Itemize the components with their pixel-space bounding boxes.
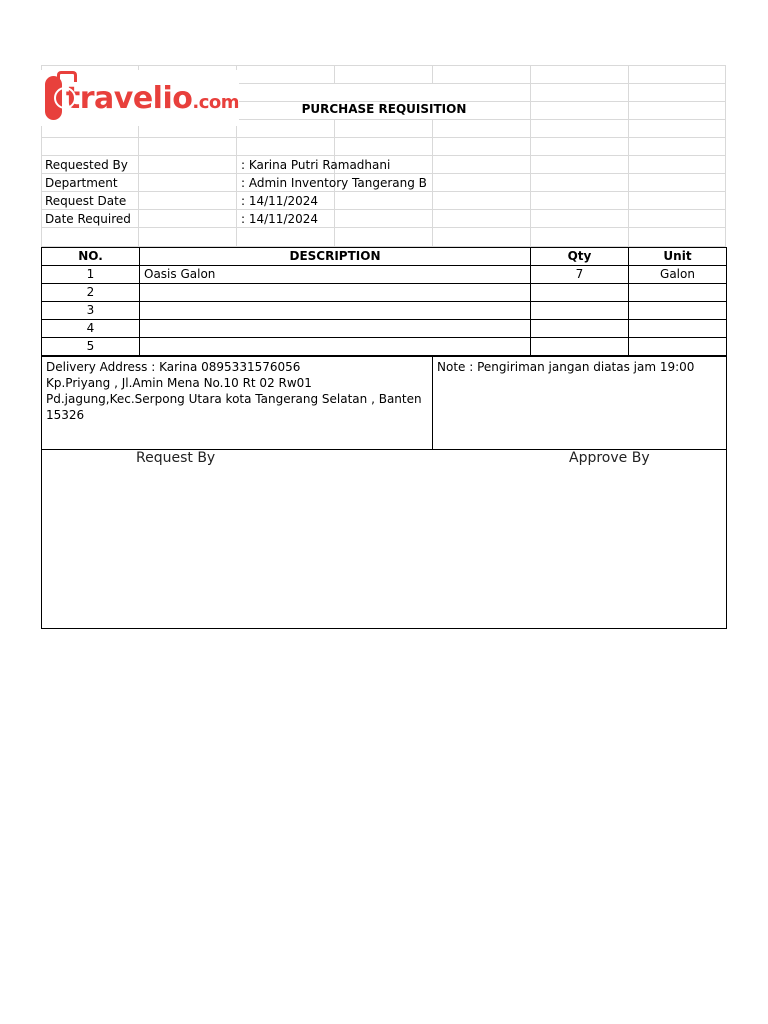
- row-description: [140, 302, 531, 320]
- logo-wordmark: travelio.com: [65, 80, 239, 116]
- request-by-label: Request By: [136, 450, 216, 466]
- row-qty: [531, 338, 629, 356]
- table-row: [42, 320, 727, 338]
- signature-box: [41, 449, 727, 629]
- request-date-label: Request Date: [45, 194, 127, 208]
- document-title: PURCHASE REQUISITION: [301, 102, 467, 116]
- row-no: 2: [42, 284, 140, 302]
- travelio-logo: [41, 70, 239, 126]
- row-no: 3: [42, 302, 140, 320]
- header-description: DESCRIPTION: [140, 248, 531, 266]
- delivery-address-line: Kp.Priyang , Jl.Amin Mena No.10 Rt 02 Rw01: [46, 376, 312, 390]
- row-qty: [531, 302, 629, 320]
- table-row: [42, 266, 727, 284]
- row-description: Oasis Galon: [140, 266, 531, 284]
- header-qty: Qty: [531, 248, 629, 266]
- row-qty: [531, 284, 629, 302]
- department-label: Department: [45, 176, 118, 190]
- department-value: : Admin Inventory Tangerang B: [241, 176, 427, 190]
- note-box: [432, 356, 727, 450]
- row-no: 1: [42, 266, 140, 284]
- request-date-value: : 14/11/2024: [241, 194, 319, 208]
- row-unit: [629, 320, 727, 338]
- delivery-address-line: 15326: [46, 408, 85, 422]
- date-required-value: : 14/11/2024: [241, 212, 319, 226]
- table-row: [42, 284, 727, 302]
- header-no: NO.: [42, 248, 140, 266]
- row-qty: [531, 320, 629, 338]
- header-unit: Unit: [629, 248, 727, 266]
- date-required-label: Date Required: [45, 212, 131, 226]
- suitcase-icon: [45, 76, 62, 120]
- row-unit: [629, 338, 727, 356]
- delivery-address-box: [41, 356, 433, 450]
- row-description: [140, 284, 531, 302]
- items-table: [41, 247, 727, 356]
- requested-by-label: Requested By: [45, 158, 128, 172]
- delivery-address-line: Pd.jagung,Kec.Serpong Utara kota Tangerang Selatan , Banten: [46, 392, 422, 406]
- row-description: [140, 338, 531, 356]
- row-no: 5: [42, 338, 140, 356]
- table-row: [42, 338, 727, 356]
- table-row: [42, 302, 727, 320]
- row-qty: 7: [531, 266, 629, 284]
- delivery-address-line: Delivery Address : Karina 0895331576056: [46, 360, 301, 374]
- note-text: Note : Pengiriman jangan diatas jam 19:00: [437, 360, 695, 374]
- row-unit: [629, 284, 727, 302]
- table-header-row: [42, 248, 727, 266]
- row-description: [140, 320, 531, 338]
- row-no: 4: [42, 320, 140, 338]
- requested-by-value: : Karina Putri Ramadhani: [241, 158, 391, 172]
- row-unit: [629, 302, 727, 320]
- approve-by-label: Approve By: [569, 450, 650, 466]
- row-unit: Galon: [629, 266, 727, 284]
